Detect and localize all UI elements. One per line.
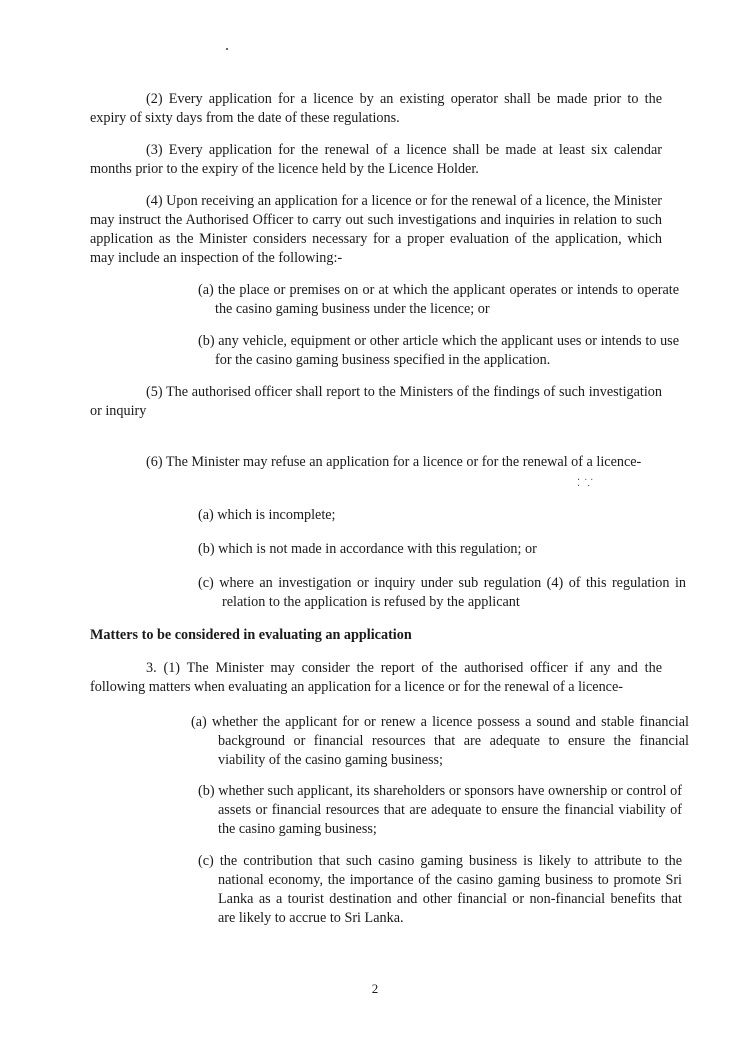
scan-speck [226, 48, 228, 50]
paragraph-3-1c: (c) the contribution that such casino gaming business is likely to attribute to the national economy, the importance of the casino gaming business to promote Sri Lanka as a tourist destination and other financial or non-financial benefits that are likely to accrue to Sri Lanka. [198, 853, 682, 926]
paragraph-6a: (a) which is incomplete; [198, 507, 336, 523]
paragraph-4: (4) Upon receiving an application for a licence or for the renewal of a licence, the Minister may instruct the Authorised Officer to carry out such investigations and inquiries in relation to such application as the Minister considers necessary for a proper evaluation of the application, which may include an inspection of the following:- [90, 193, 662, 266]
paragraph-4b: (b) any vehicle, equipment or other article which the applicant uses or intends to use for the casino gaming business specified in the application. [198, 333, 679, 368]
paragraph-3: (3) Every application for the renewal of a licence shall be made at least six calendar months prior to the expiry of the licence held by the Licence Holder. [90, 142, 662, 177]
paragraph-6c: (c) where an investigation or inquiry under sub regulation (4) of this regulation in relation to the application is refused by the applicant [198, 575, 686, 610]
scan-marks: ⁚ ⸪ [577, 478, 594, 489]
paragraph-5: (5) The authorised officer shall report to the Ministers of the findings of such investigation or inquiry [90, 384, 662, 419]
paragraph-3-1: 3. (1) The Minister may consider the report of the authorised officer if any and the following matters when evaluating an application for a licence or for the renewal of a licence- [90, 660, 662, 695]
paragraph-6: (6) The Minister may refuse an application for a licence or for the renewal of a licence- [146, 454, 642, 470]
paragraph-6b: (b) which is not made in accordance with this regulation; or [198, 541, 537, 557]
page-number: 2 [371, 981, 379, 996]
paragraph-3-1b: (b) whether such applicant, its shareholders or sponsors have ownership or control of assets or financial resources that are adequate to ensure the financial viability of the casino gaming business; [198, 783, 682, 837]
paragraph-4a: (a) the place or premises on or at which the applicant operates or intends to operate the casino gaming business under the licence; or [198, 282, 679, 317]
section-heading: Matters to be considered in evaluating an application [90, 627, 412, 643]
paragraph-2: (2) Every application for a licence by an existing operator shall be made prior to the expiry of sixty days from the date of these regulations. [90, 91, 662, 126]
paragraph-3-1a: (a) whether the applicant for or renew a licence possess a sound and stable financial background or financial resources that are adequate to ensure the financial viability of the casino gaming business; [191, 714, 689, 768]
